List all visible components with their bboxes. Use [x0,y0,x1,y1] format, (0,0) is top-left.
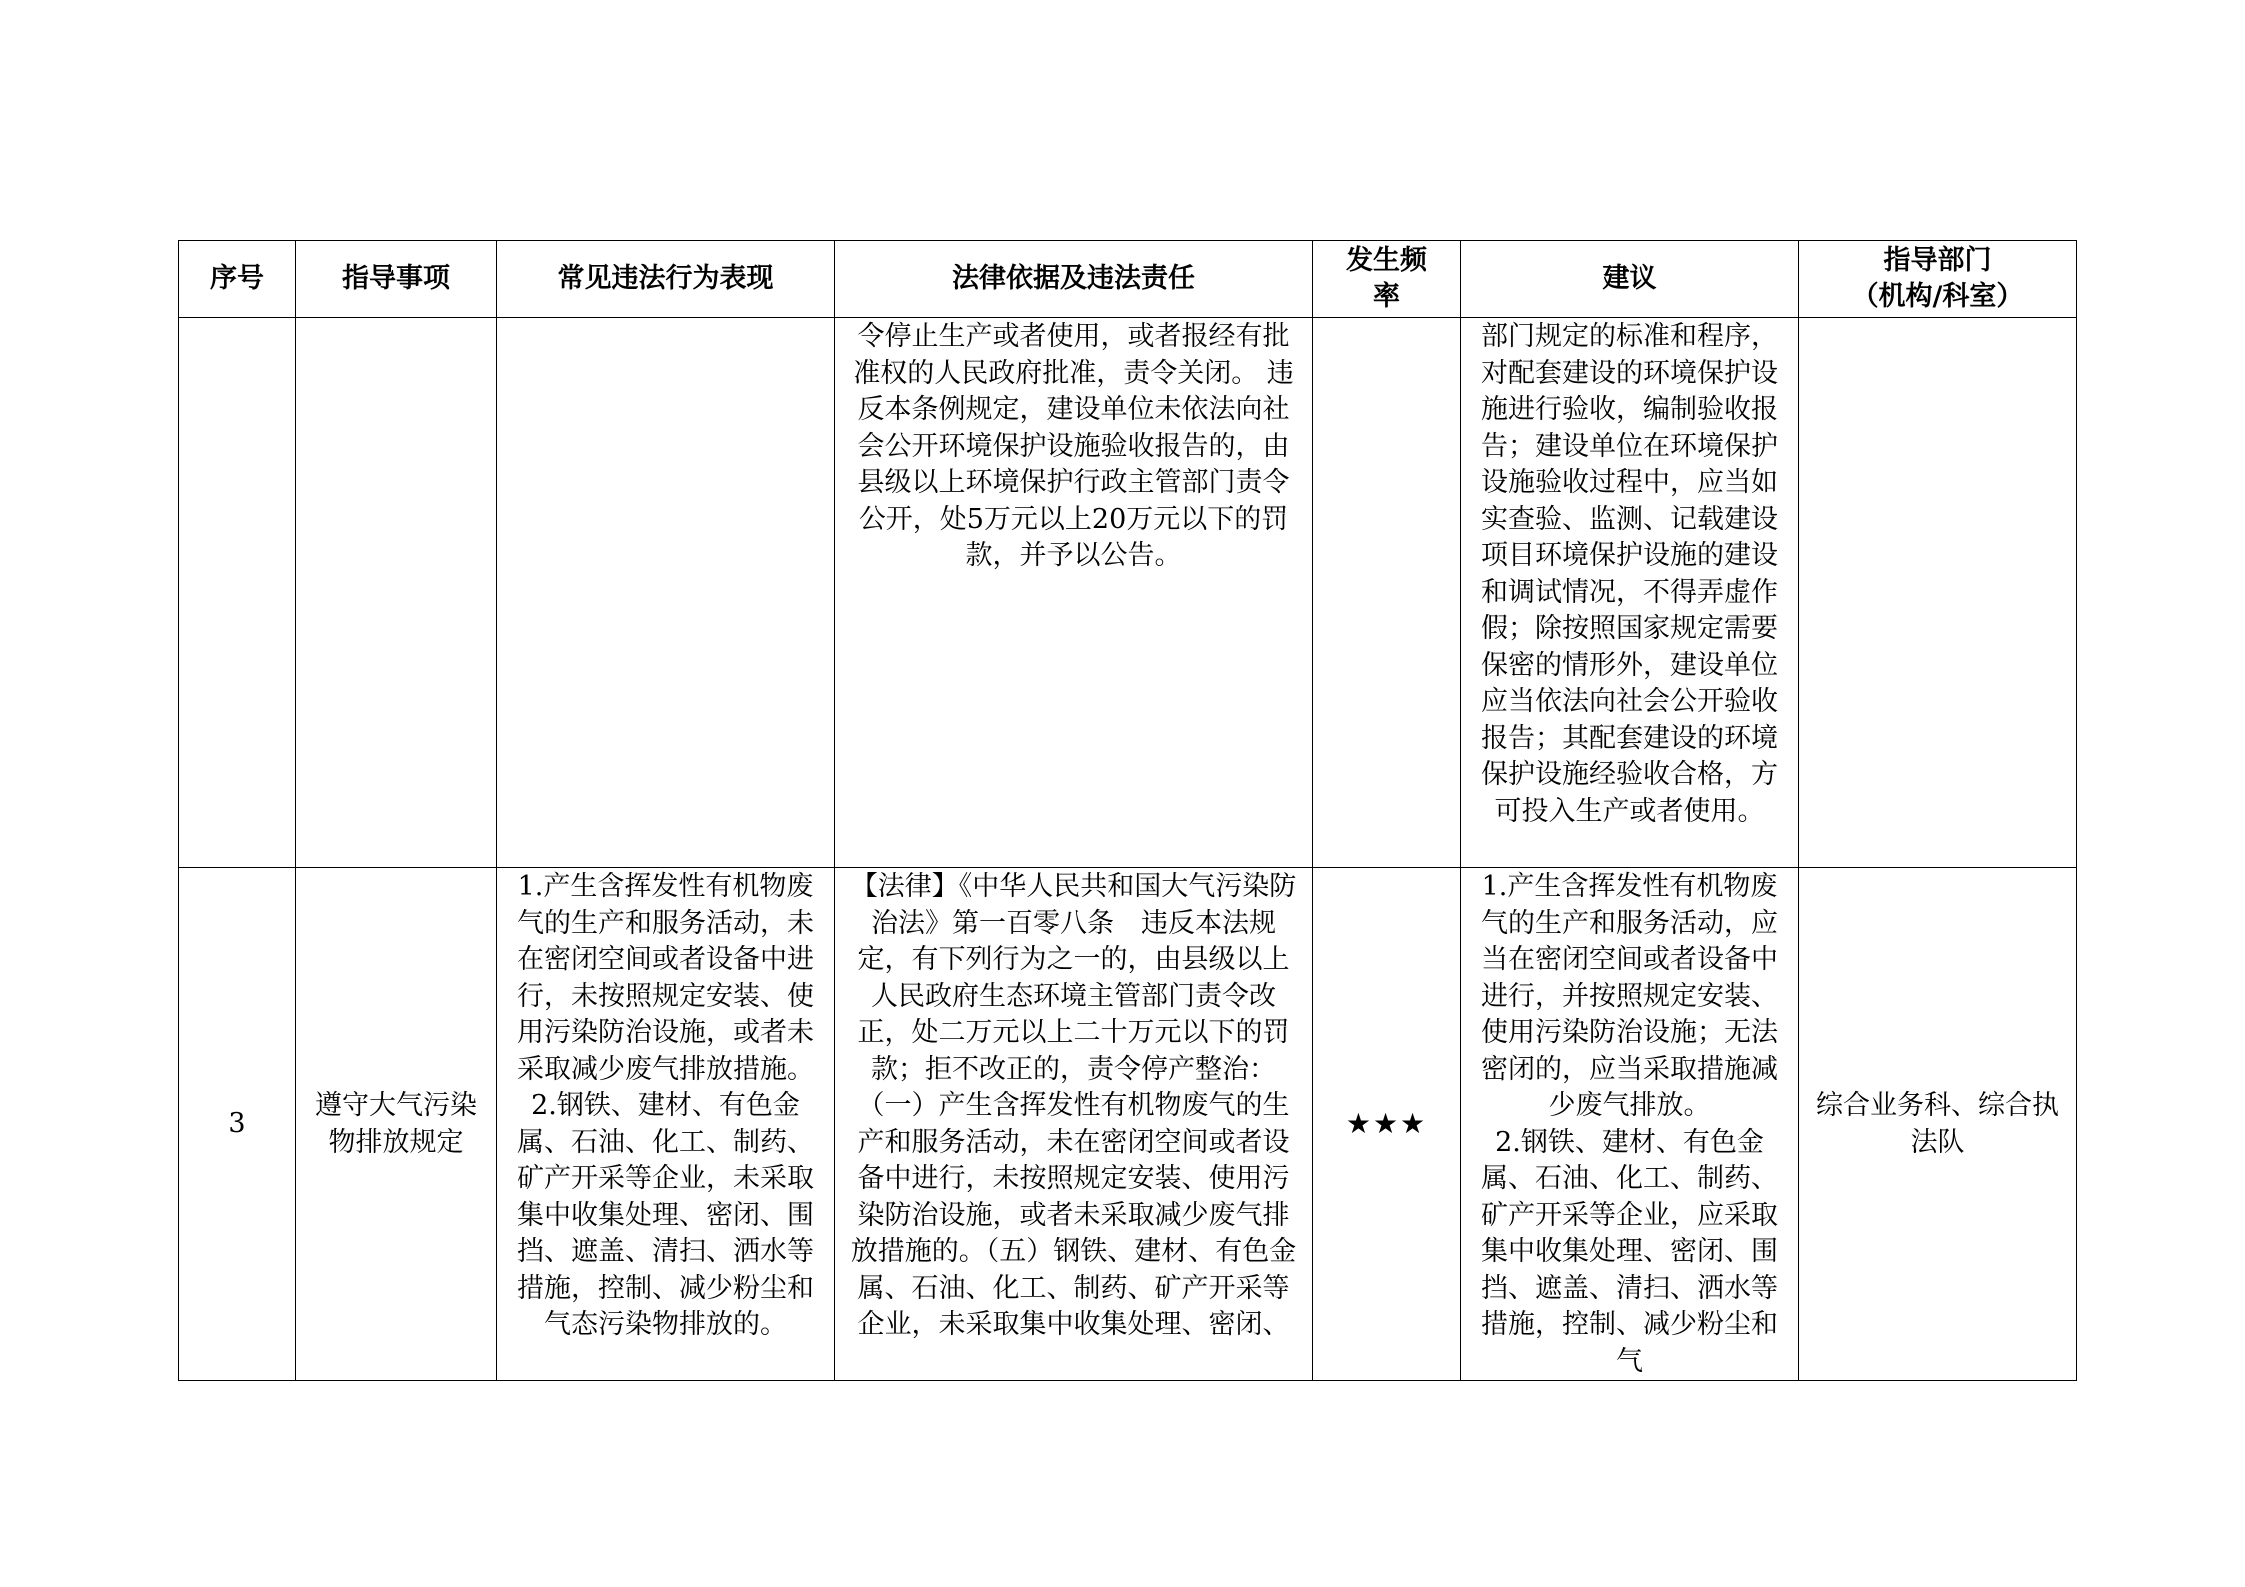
header-behavior: 常见违法行为表现 [497,241,835,318]
cell-law: 令停止生产或者使用，或者报经有批准权的人民政府批准，责令关闭。 违反本条例规定，建设单位未依法向社会公开环境保护设施验收报告的，由县级以上环境保护行政主管部门责令公开，处5万元以上20万元以下的罚款，并予以公告。 [835,318,1313,868]
cell-behavior [497,318,835,868]
header-item: 指导事项 [296,241,497,318]
cell-behavior: 1.产生含挥发性有机物废气的生产和服务活动，未在密闭空间或者设备中进行，未按照规定安装、使用污染防治设施，或者未采取减少废气排放措施。 2.钢铁、建材、有色金属、石油、化工、制药、矿产开采等企业，未采取集中收集处理、密闭、围挡、遮盖、清扫、洒水等措施，控制、减少粉尘和气态污染物排放的。 [497,868,835,1381]
cell-suggestion: 1.产生含挥发性有机物废气的生产和服务活动，应当在密闭空间或者设备中进行，并按照规定安装、使用污染防治设施；无法密闭的，应当采取措施减少废气排放。 2.钢铁、建材、有色金属、石油、化工、制药、矿产开采等企业，应采取集中收集处理、密闭、围挡、遮盖、清扫、洒水等措施，控制、减少粉尘和气 [1461,868,1799,1381]
guidance-table-container [178,240,2076,1377]
table-row [179,318,2077,868]
cell-frequency [1313,318,1461,868]
cell-department [1799,318,2077,868]
header-seq: 序号 [179,241,296,318]
header-row [179,241,2077,318]
cell-item [296,318,497,868]
cell-department: 综合业务科、综合执法队 [1799,868,2077,1381]
header-suggestion: 建议 [1461,241,1799,318]
guidance-table [178,240,2077,1381]
cell-item: 遵守大气污染物排放规定 [296,868,497,1381]
frequency-stars: ★★★ [1345,1107,1428,1141]
cell-law: 【法律】《中华人民共和国大气污染防治法》第一百零八条 违反本法规定，有下列行为之一的，由县级以上人民政府生态环境主管部门责令改正，处二万元以上二十万元以下的罚款；拒不改正的，责令停产整治：（一）产生含挥发性有机物废气的生产和服务活动，未在密闭空间或者设备中进行，未按照规定安装、使用污染防治设施，或者未采取减少废气排放措施的。（五）钢铁、建材、有色金属、石油、化工、制药、矿产开采等企业，未采取集中收集处理、密闭、 [835,868,1313,1381]
header-department: 指导部门 （机构/科室） [1799,241,2077,318]
header-frequency: 发生频 率 [1313,241,1461,318]
header-law: 法律依据及违法责任 [835,241,1313,318]
cell-seq [179,318,296,868]
cell-suggestion: 部门规定的标准和程序，对配套建设的环境保护设施进行验收，编制验收报告；建设单位在环境保护设施验收过程中，应当如实查验、监测、记载建设项目环境保护设施的建设和调试情况，不得弄虚作假；除按照国家规定需要保密的情形外，建设单位应当依法向社会公开验收报告；其配套建设的环境保护设施经验收合格，方可投入生产或者使用。 [1461,318,1799,868]
table-row [179,868,2077,1381]
cell-frequency [1313,868,1461,1381]
cell-seq: 3 [179,868,296,1381]
